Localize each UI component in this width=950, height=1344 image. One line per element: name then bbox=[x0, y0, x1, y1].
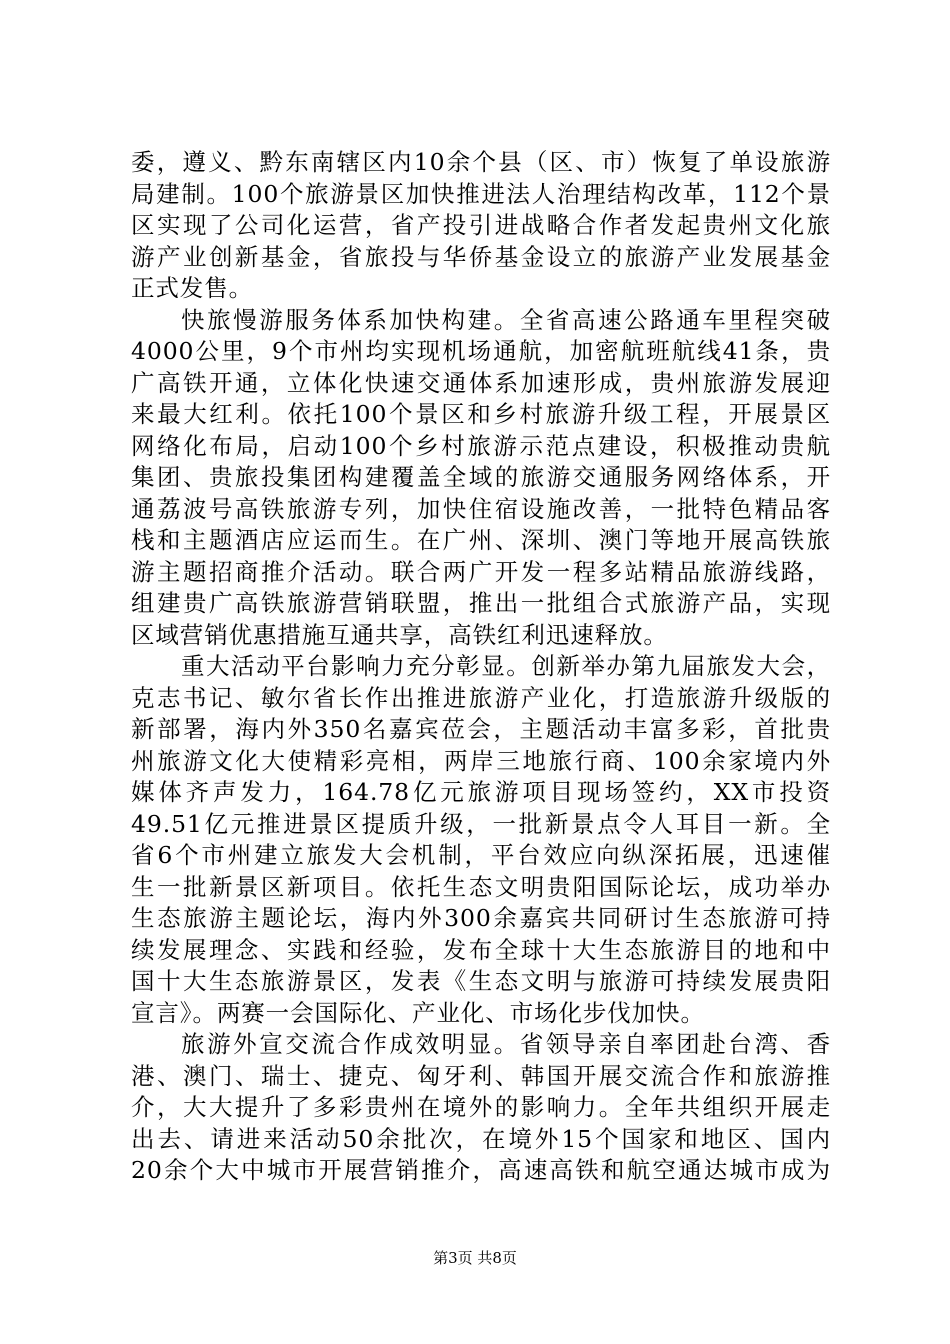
text-line: 克志书记、敏尔省长作出推进旅游产业化，打造旅游升级版的 bbox=[131, 683, 831, 712]
text-line: 局建制。100个旅游景区加快推进法人治理结构改革，112个景 bbox=[131, 179, 831, 208]
text-line: 宣言》。两赛一会国际化、产业化、市场化步伐加快。 bbox=[131, 998, 705, 1027]
text-line: 介，大大提升了多彩贵州在境外的影响力。全年共组织开展走 bbox=[131, 1093, 831, 1121]
text-line: 省6个市州建立旅发大会机制，平台效应向纵深拓展，迅速催 bbox=[131, 841, 831, 869]
text-line: 生态旅游主题论坛，海内外300余嘉宾共同研讨生态旅游可持 bbox=[131, 904, 831, 932]
document-body bbox=[131, 147, 831, 1187]
text-line: 游产业创新基金，省旅投与华侨基金设立的旅游产业发展基金 bbox=[131, 242, 831, 271]
text-line: 栈和主题酒店应运而生。在广州、深圳、澳门等地开展高铁旅 bbox=[131, 526, 831, 554]
text-line: 通荔波号高铁旅游专列，加快住宿设施改善，一批特色精品客 bbox=[131, 494, 831, 523]
text-line: 49.51亿元推进景区提质升级，一批新景点令人耳目一新。全 bbox=[131, 809, 831, 838]
text-line: 广高铁开通，立体化快速交通体系加速形成，贵州旅游发展迎 bbox=[131, 368, 831, 397]
text-line: 续发展理念、实践和经验，发布全球十大生态旅游目的地和中 bbox=[131, 935, 831, 964]
text-line: 4000公里，9个市州均实现机场通航，加密航班航线41条，贵 bbox=[131, 337, 831, 365]
page-number-footer: 第3页 共8页 bbox=[433, 1249, 517, 1267]
text-line: 正式发售。 bbox=[131, 274, 253, 302]
text-line: 生一批新景区新项目。依托生态文明贵阳国际论坛，成功举办 bbox=[131, 872, 831, 901]
text-line: 20余个大中城市开展营销推介，高速高铁和航空通达城市成为 bbox=[131, 1156, 831, 1184]
text-line: 媒体齐声发力，164.78亿元旅游项目现场签约，XX市投资 bbox=[131, 778, 831, 806]
text-line: 集团、贵旅投集团构建覆盖全域的旅游交通服务网络体系，开 bbox=[131, 463, 831, 491]
paragraph-first-line: 旅游外宣交流合作成效明显。省领导亲自率团赴台湾、香 bbox=[181, 1030, 831, 1058]
paragraph-first-line: 重大活动平台影响力充分彰显。创新举办第九届旅发大会， bbox=[181, 652, 831, 680]
text-line: 新部署，海内外350名嘉宾莅会，主题活动丰富多彩，首批贵 bbox=[131, 715, 831, 743]
text-line: 委，遵义、黔东南辖区内10余个县（区、市）恢复了单设旅游 bbox=[131, 148, 831, 176]
text-line: 州旅游文化大使精彩亮相，两岸三地旅行商、100余家境内外 bbox=[131, 746, 831, 775]
text-line: 组建贵广高铁旅游营销联盟，推出一批组合式旅游产品，实现 bbox=[131, 589, 831, 617]
text-line: 港、澳门、瑞士、捷克、匈牙利、韩国开展交流合作和旅游推 bbox=[131, 1061, 831, 1090]
text-line: 国十大生态旅游景区，发表《生态文明与旅游可持续发展贵阳 bbox=[131, 967, 831, 995]
text-line: 网络化布局，启动100个乡村旅游示范点建设，积极推动贵航 bbox=[131, 431, 831, 460]
text-line: 游主题招商推介活动。联合两广开发一程多站精品旅游线路， bbox=[131, 557, 831, 586]
text-line: 区实现了公司化运营，省产投引进战略合作者发起贵州文化旅 bbox=[131, 211, 831, 239]
paragraph-first-line: 快旅慢游服务体系加快构建。全省高速公路通车里程突破 bbox=[181, 305, 831, 334]
text-line: 出去、请进来活动50余批次，在境外15个国家和地区、国内 bbox=[131, 1124, 831, 1153]
text-line: 来最大红利。依托100个景区和乡村旅游升级工程，开展景区 bbox=[131, 400, 831, 428]
text-line: 区域营销优惠措施互通共享，高铁红利迅速释放。 bbox=[131, 620, 668, 649]
